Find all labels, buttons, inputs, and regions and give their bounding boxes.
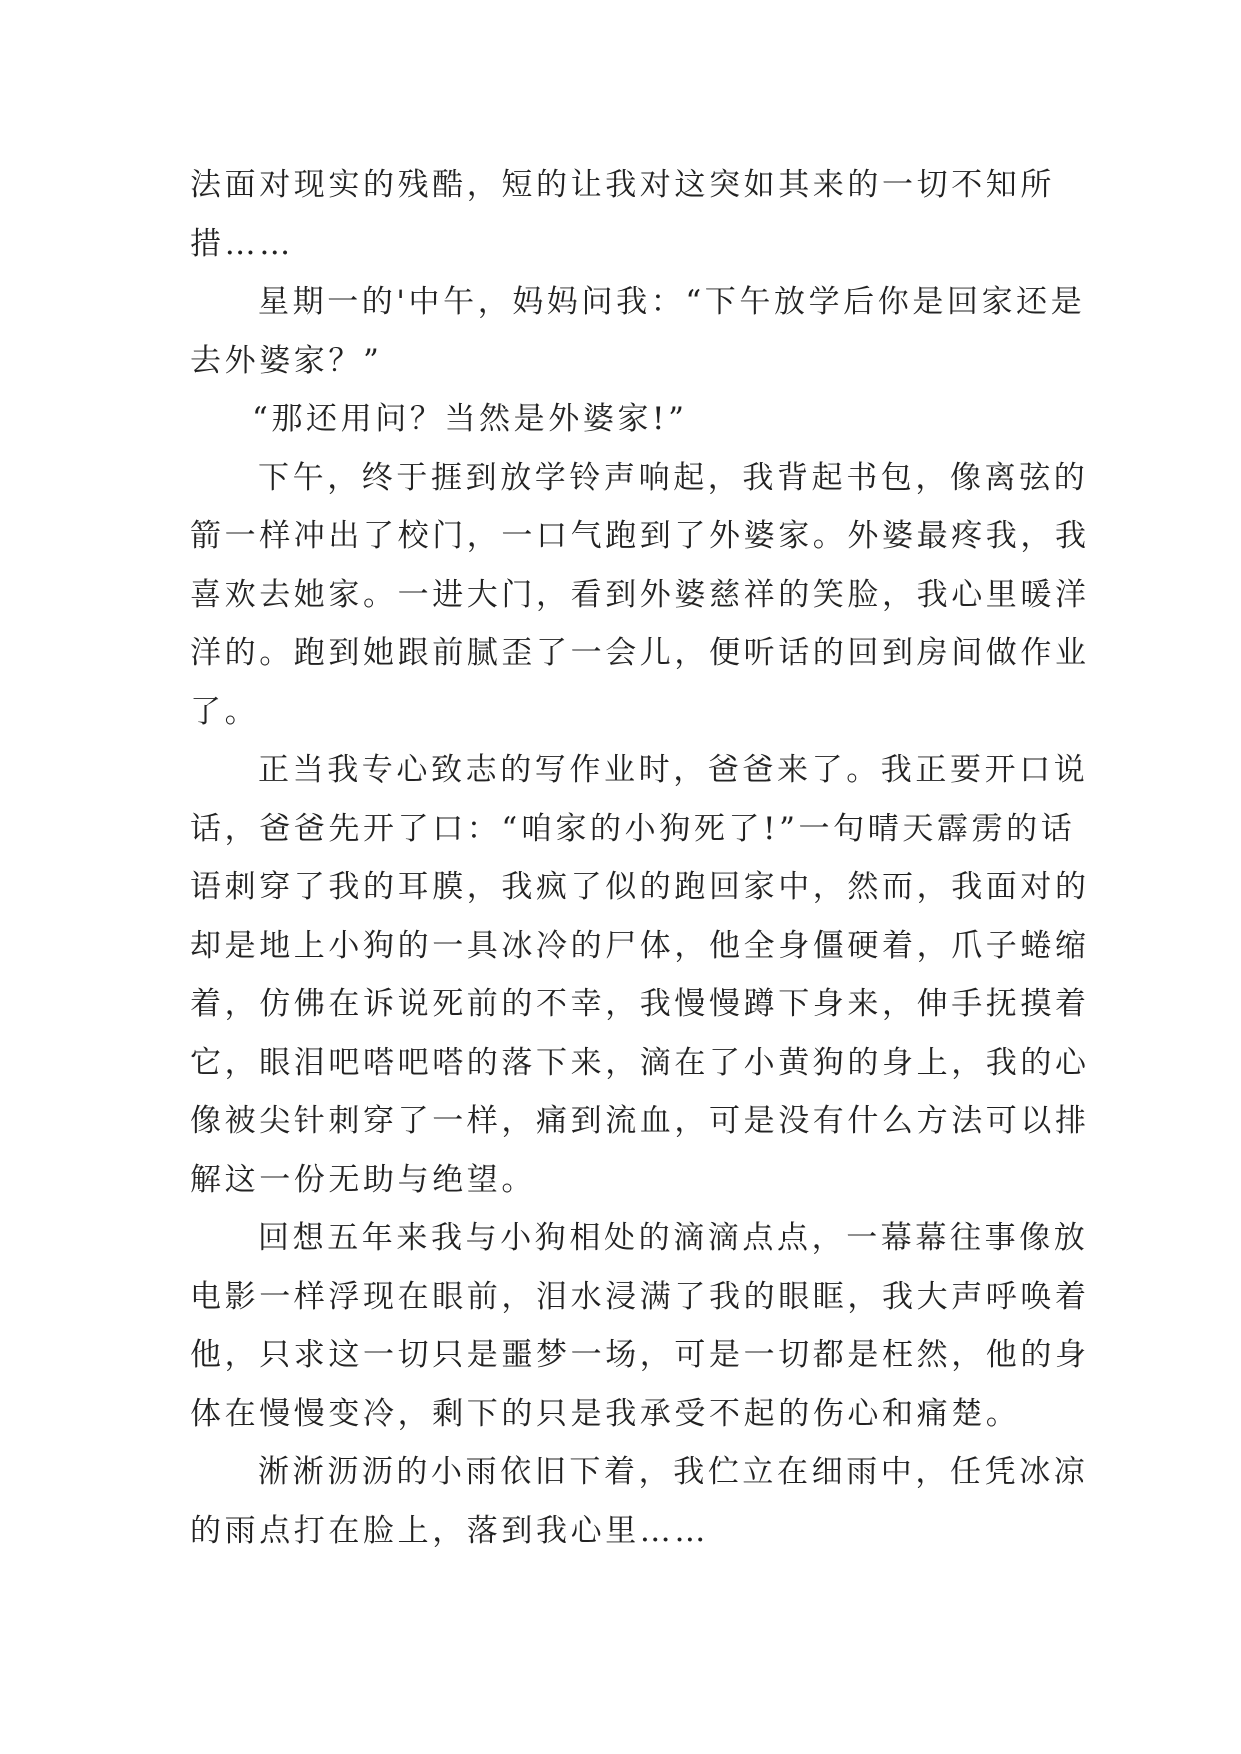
paragraph-start-line: 回想五年来我与小狗相处的滴滴点点，一幕幕往事像放 bbox=[258, 1220, 1089, 1256]
text-line: 去外婆家？” bbox=[190, 342, 383, 379]
text-line: 像被尖针刺穿了一样，痛到流血，可是没有什么方法可以排 bbox=[190, 1103, 1090, 1139]
text-line: 洋的。跑到她跟前腻歪了一会儿，便听话的回到房间做作业 bbox=[190, 635, 1090, 671]
text-line: 箭一样冲出了校门，一口气跑到了外婆家。外婆最疼我，我 bbox=[190, 518, 1090, 554]
paragraph-start-line: 下午，终于捱到放学铃声响起，我背起书包，像离弦的 bbox=[258, 459, 1089, 496]
text-line: 语刺穿了我的耳膜，我疯了似的跑回家中，然而，我面对的 bbox=[190, 869, 1090, 905]
text-line: 体在慢慢变冷，剩下的只是我承受不起的伤心和痛楚。 bbox=[190, 1395, 1021, 1432]
text-line: 法面对现实的残酷，短的让我对这突如其来的一切不知所 bbox=[190, 167, 1055, 203]
text-line: 电影一样浮现在眼前，泪水浸满了我的眼眶，我大声呼唤着 bbox=[190, 1278, 1090, 1315]
text-line: 话，爸爸先开了口：“咱家的小狗死了!”一句晴天霹雳的话 bbox=[190, 810, 1076, 847]
paragraph-start-line: 星期一的'中午，妈妈问我：“下午放学后你是回家还是 bbox=[258, 284, 1086, 320]
text-line: 喜欢去她家。一进大门，看到外婆慈祥的笑脸，我心里暖洋 bbox=[190, 576, 1090, 613]
text-line: 措…… bbox=[190, 225, 294, 262]
text-line: 解这一份无助与绝望。 bbox=[190, 1161, 536, 1198]
paragraph-start-line: 淅淅沥沥的小雨依旧下着，我伫立在细雨中，任凭冰凉 bbox=[258, 1454, 1089, 1490]
text-line: 却是地上小狗的一具冰冷的尸体，他全身僵硬着，爪子蜷缩 bbox=[190, 927, 1090, 964]
text-line: 的雨点打在脸上，落到我心里…… bbox=[190, 1512, 709, 1549]
text-line: 它，眼泪吧嗒吧嗒的落下来，滴在了小黄狗的身上，我的心 bbox=[190, 1044, 1090, 1081]
text-line: 了。 bbox=[190, 693, 260, 730]
essay-body bbox=[190, 156, 1090, 1560]
paragraph-start-line: 正当我专心致志的写作业时，爸爸来了。我正要开口说 bbox=[258, 752, 1089, 788]
paragraph-start-line: “那还用问？当然是外婆家!” bbox=[252, 401, 688, 437]
text-line: 他，只求这一切只是噩梦一场，可是一切都是枉然，他的身 bbox=[190, 1337, 1090, 1373]
text-line: 着，仿佛在诉说死前的不幸，我慢慢蹲下身来，伸手抚摸着 bbox=[190, 986, 1090, 1022]
